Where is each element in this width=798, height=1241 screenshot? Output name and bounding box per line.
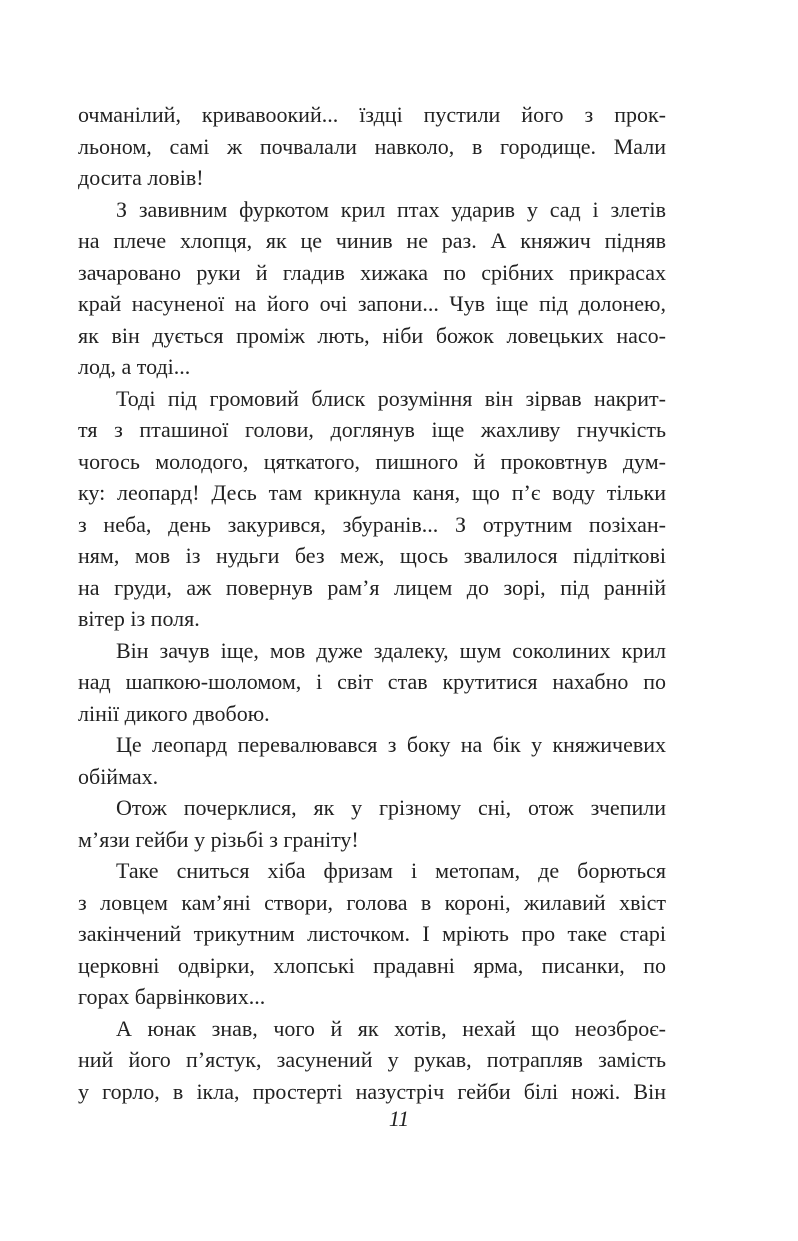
text-line: досита ловів! [78, 165, 204, 190]
text-line: обіймах. [78, 763, 159, 789]
text-line: Це леопард перевалювався з боку на бік у княжичевих [116, 732, 666, 757]
text-line: Отож почерклися, як у грізному сні, отож зчепили [116, 795, 666, 820]
text-line: у горло, в ікла, простерті назустріч гейби білі ножі. Він [78, 1078, 666, 1104]
text-line: горах барвінкових... [78, 984, 266, 1009]
text-line: з ловцем кам’яні створи, голова в короні, жилавий хвіст [78, 889, 666, 915]
text-line: А юнак знав, чого й як хотів, нехай що неозброє- [116, 1015, 666, 1041]
text-line: чогось молодого, цяткатого, пишного й проковтнув дум- [78, 448, 666, 474]
text-line: Таке сниться хіба фризам і метопам, де борються [116, 858, 666, 883]
text-line: З завивним фуркотом крил птах ударив у сад і злетів [116, 196, 666, 222]
text-line: Тоді під громовий блиск розуміння він зірвав накрит- [116, 385, 666, 411]
text-line: край насуненої на його очі запони... Чув іще під долонею, [78, 291, 666, 316]
page-number: 11 [388, 1106, 410, 1131]
text-line: на груди, аж повернув рам’я лицем до зорі, під ранній [78, 574, 666, 600]
text-line: вітер із поля. [78, 606, 200, 631]
text-line: лінії дикого двобою. [78, 700, 270, 726]
text-line: з неба, день закурився, збуранів... З отрутним позіхан- [78, 511, 666, 537]
text-line: зачаровано руки й гладив хижака по срібних прикрасах [78, 259, 666, 285]
text-line: церковні одвірки, хлопські прадавні ярма, писанки, по [78, 952, 666, 978]
text-line: на плече хлопця, як це чинив не раз. А княжич підняв [78, 228, 666, 253]
body-text [78, 99, 666, 1107]
text-line: над шапкою-шоломом, і світ став крутитися нахабно по [78, 669, 666, 694]
text-line: як він дується проміж лють, ніби божок ловецьких насо- [78, 322, 666, 348]
text-line: очманілий, кривавоокий... їздці пустили його з прок- [78, 102, 666, 127]
text-line: закінчений трикутним листочком. І мріють про таке старі [78, 921, 666, 946]
text-line: лод, а тоді... [78, 354, 191, 379]
text-line: ням, мов із нудьги без меж, щось звалилося підліткові [78, 543, 666, 568]
text-line: льоном, самі ж почвалали навколо, в городище. Мали [78, 133, 666, 159]
text-line: м’язи гейби у різьбі з граніту! [78, 826, 359, 852]
text-line: ний його п’ястук, засунений у рукав, потрапляв замість [78, 1047, 666, 1072]
text-line: Він зачув іще, мов дуже здалеку, шум соколиних крил [116, 637, 666, 663]
text-line: ку: леопард! Десь там крикнула каня, що п’є воду тільки [78, 480, 666, 505]
text-line: тя з пташиної голови, доглянув іще жахливу гнучкість [78, 417, 666, 442]
